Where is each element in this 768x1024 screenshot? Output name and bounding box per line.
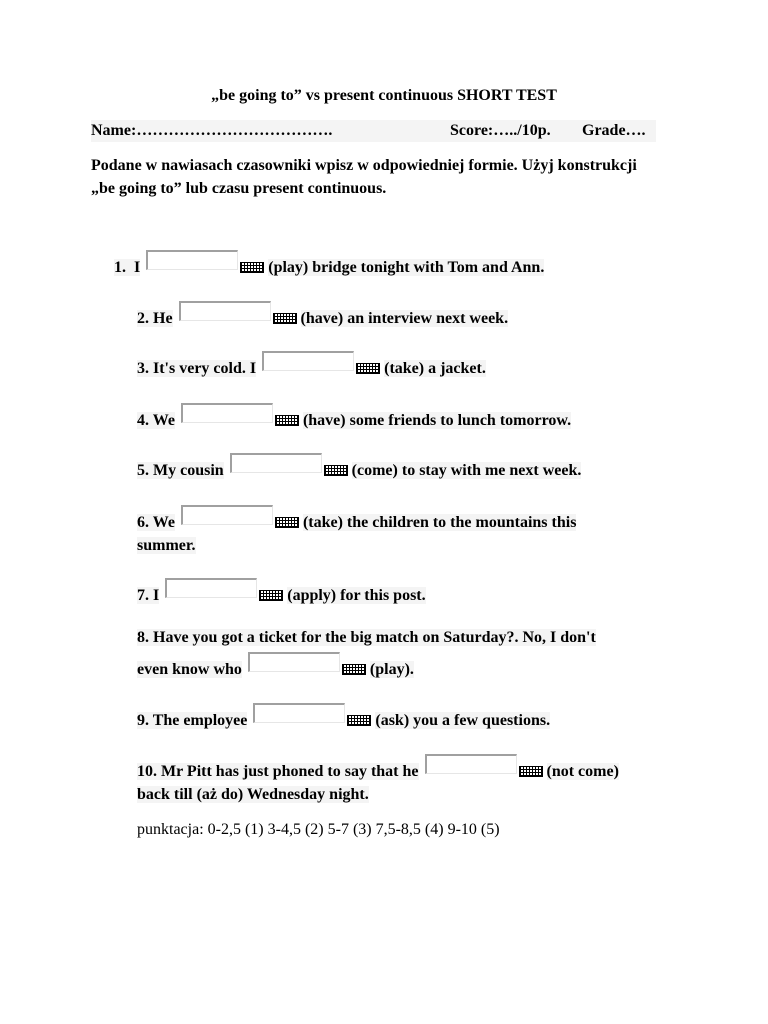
item-text-before: It's very cold. I: [153, 360, 257, 377]
item-text-after: (ask) you a few questions.: [375, 712, 551, 729]
item-number: 7.: [137, 587, 149, 604]
keyboard-icon[interactable]: [259, 590, 283, 601]
keyboard-icon[interactable]: [275, 517, 299, 528]
answer-field-3[interactable]: [262, 351, 354, 371]
exercise-item-8: [137, 624, 677, 684]
answer-field-5[interactable]: [230, 453, 322, 473]
item-text-after: (not come): [546, 763, 619, 780]
keyboard-icon[interactable]: [519, 766, 543, 777]
student-header: [91, 120, 656, 142]
answer-field-2[interactable]: [179, 301, 271, 321]
item-text-after: (have) an interview next week.: [300, 310, 509, 327]
item-text-before: I: [153, 587, 160, 604]
item-text-after: (take) the children to the mountains this: [302, 514, 577, 531]
answer-field-6[interactable]: [181, 505, 273, 525]
item-number: 1.: [114, 259, 126, 276]
item-text-before: We: [152, 412, 175, 429]
item-number: 8.: [137, 629, 149, 646]
score-label: Score:…../10p.: [450, 122, 551, 139]
item-text-after: (play) bridge tonight with Tom and Ann.: [268, 259, 545, 276]
item-text-before: We: [152, 514, 175, 531]
item-number: 3.: [137, 360, 149, 377]
item-text-before: My cousin: [153, 462, 224, 479]
item-number: 5.: [137, 462, 149, 479]
exercise-item-2: [137, 301, 677, 330]
exercise-item-6: [137, 505, 677, 557]
item-text-before: Have you got a ticket for the big match on Saturday?. No, I don't: [153, 629, 596, 646]
item-number: 9.: [137, 712, 149, 729]
item-text-before: Mr Pitt has just phoned to say that he: [161, 763, 419, 780]
keyboard-icon[interactable]: [275, 415, 299, 426]
answer-field-1[interactable]: [146, 250, 238, 270]
item-text-after: (take) a jacket.: [384, 360, 486, 377]
exercise-item-10: [137, 754, 697, 806]
exercise-item-9: [137, 703, 677, 732]
item-text-after: (have) some friends to lunch tomorrow.: [302, 412, 572, 429]
keyboard-icon[interactable]: [347, 715, 371, 726]
item-text-before: The employee: [152, 712, 248, 729]
exercise-item-1: [114, 250, 654, 279]
name-label: Name:……………………………….: [91, 122, 333, 139]
item-number: 2.: [137, 310, 149, 327]
keyboard-icon[interactable]: [240, 262, 264, 273]
answer-field-7[interactable]: [165, 578, 257, 598]
item-text-after: (come) to stay with me next week.: [351, 462, 582, 479]
item-number: 10.: [137, 763, 157, 780]
answer-field-9[interactable]: [253, 703, 345, 723]
exercise-item-5: [137, 453, 677, 482]
item-text-after-continued: summer.: [137, 537, 196, 554]
grade-label: Grade….: [582, 122, 646, 139]
item-number: 6.: [137, 514, 149, 531]
page-title: „be going to” vs present continuous SHORT TEST: [211, 87, 557, 104]
scoring-key: punktacja: 0-2,5 (1) 3-4,5 (2) 5-7 (3) 7,5-8,5 (4) 9-10 (5): [137, 821, 500, 838]
item-text-after: (play).: [369, 661, 414, 678]
answer-field-4[interactable]: [181, 403, 273, 423]
answer-field-8[interactable]: [248, 652, 340, 672]
exercise-item-3: [137, 351, 677, 380]
answer-field-10[interactable]: [425, 754, 517, 774]
keyboard-icon[interactable]: [342, 664, 366, 675]
keyboard-icon[interactable]: [356, 363, 380, 374]
item-text-before: I: [134, 259, 141, 276]
exercise-item-7: [137, 578, 677, 607]
item-text-after: (apply) for this post.: [287, 587, 426, 604]
item-text-before: He: [153, 310, 173, 327]
item-text-before-continued: even know who: [137, 661, 242, 678]
keyboard-icon[interactable]: [324, 465, 348, 476]
instructions: Podane w nawiasach czasowniki wpisz w odpowiedniej formie. Użyj konstrukcji „be going to” lub czasu present continuous.: [91, 157, 637, 197]
exercise-item-4: [137, 403, 677, 432]
item-text-after-continued: back till (aż do) Wednesday night.: [137, 786, 369, 803]
keyboard-icon[interactable]: [273, 313, 297, 324]
item-number: 4.: [137, 412, 149, 429]
